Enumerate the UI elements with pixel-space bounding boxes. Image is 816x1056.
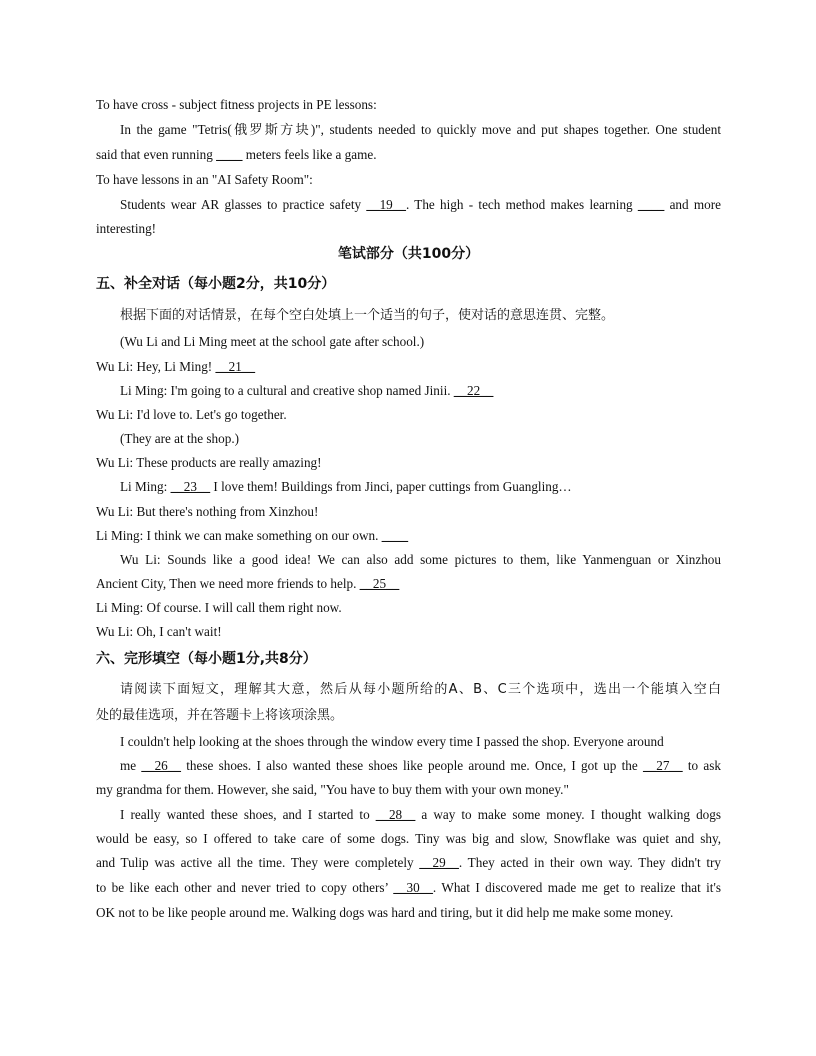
blank-22: __22__ [453,383,494,398]
blank-21: __21__ [215,359,256,374]
tetris-text-b: meters feels like a game. [242,147,377,162]
passage-p2-line-1 [120,806,721,824]
dialogue-1 [96,358,721,376]
dialogue-7 [96,527,721,545]
blank-26: __26__ [141,758,181,773]
dialogue-5-speaker: Li Ming: [120,479,171,494]
blank-20: ____ [637,197,665,212]
section5-title: 五、补全对话（每小题2分，共10分） [96,276,336,292]
blank-30: __30__ [393,880,433,895]
dialogue-2 [120,382,721,400]
p1-text-b: these shoes. I also wanted these shoes like people around me. Once, I got up the [180,758,644,773]
ai-heading: To have lessons in an "AI Safety Room": [96,172,313,187]
dialogue-8-line-1: Wu Li: Sounds like a good idea! We can also add some pictures to them, like Yanmenguan or Xinzhou [120,552,721,567]
blank-19: __19__ [366,197,406,212]
blank-29: __29__ [419,855,459,870]
dialogue-8-line-2 [96,575,721,593]
p2-text-f: . What I discovered made me get to realize that it's [432,880,721,895]
ai-text-b: . The high - tech method makes learning [405,197,638,212]
ai-text-a: Students wear AR glasses to practice safety [120,197,367,212]
passage-p1-line-2 [120,757,721,775]
p2-text-e: to be like each other and never tried to copy others’ [96,880,394,895]
dialogue-7-text: Li Ming: I think we can make something on our own. [96,528,382,543]
dialogue-2-text: Li Ming: I'm going to a cultural and creative shop named Jinii. [120,383,454,398]
ai-text-c: and more [664,197,721,212]
dialogue-4: Wu Li: These products are really amazing! [96,455,322,470]
pe-heading: To have cross - subject fitness projects in PE lessons: [96,97,377,112]
dialogue-8-text: Ancient City, Then we need more friends to help. [96,576,360,591]
ai-line-1 [120,196,721,214]
dialogue-9: Li Ming: Of course. I will call them right now. [96,600,342,615]
blank-23: __23__ [170,479,211,494]
blank-27: __27__ [643,758,683,773]
dialogue-10: Wu Li: Oh, I can't wait! [96,624,222,639]
blank-28: __28__ [375,807,416,822]
dialogue-5-text: I love them! Buildings from Jinci, paper cuttings from Guangling… [210,479,572,494]
blank-25: __25__ [359,576,400,591]
tetris-text-a: said that even running [96,147,217,162]
written-title: 笔试部分（共100分） [337,246,480,262]
p2-text-a: I really wanted these shoes, and I started to [120,807,376,822]
p2-text-d: . They acted in their own way. They didn't try [458,855,721,870]
section6-instruction-2: 处的最佳选项，并在答题卡上将该项涂黑。 [96,708,344,723]
dialogue-6: Wu Li: But there's nothing from Xinzhou! [96,504,319,519]
blank-24: ____ [381,528,409,543]
passage-p2-line-2: would be easy, so I offered to take care of some dogs. Tiny was big and slow, Snowflake was quiet and shy, [96,831,721,846]
section6-title: 六、完形填空（每小题1分,共8分） [96,651,317,667]
scene-1: (Wu Li and Li Ming meet at the school gate after school.) [120,334,425,349]
tetris-line-1: In the game "Tetris(俄罗斯方块)", students needed to quickly move and put shapes together. One student [120,122,721,137]
dialogue-5 [120,478,721,496]
p1-text-c: to ask [682,758,721,773]
passage-p2-line-5: OK not to be like people around me. Walking dogs was hard and tiring, but it did help me make some money. [96,905,674,920]
tetris-line-2 [96,146,721,164]
passage-p1-line-3: my grandma for them. However, she said, "You have to buy them with your own money." [96,782,569,797]
passage-p2-line-3 [96,854,721,872]
dialogue-3: Wu Li: I'd love to. Let's go together. [96,407,287,422]
section6-instruction-1: 请阅读下面短文，理解其大意，然后从每小题所给的A、B、C三个选项中，选出一个能填入空白 [120,682,721,697]
p2-text-b: a way to make some money. I thought walking dogs [415,807,721,822]
passage-p2-line-4 [96,879,721,897]
passage-p1-line-1: I couldn't help looking at the shoes through the window every time I passed the shop. Everyone around [120,734,664,749]
blank-18: ____ [216,147,243,162]
p2-text-c: and Tulip was active all the time. They were completely [96,855,420,870]
section5-instruction: 根据下面的对话情景，在每个空白处填上一个适当的句子，使对话的意思连贯、完整。 [120,308,615,323]
scene-2: (They are at the shop.) [120,431,240,446]
p1-text-a: me [120,758,142,773]
ai-line-2: interesting! [96,221,157,236]
dialogue-1-text: Wu Li: Hey, Li Ming! [96,359,216,374]
